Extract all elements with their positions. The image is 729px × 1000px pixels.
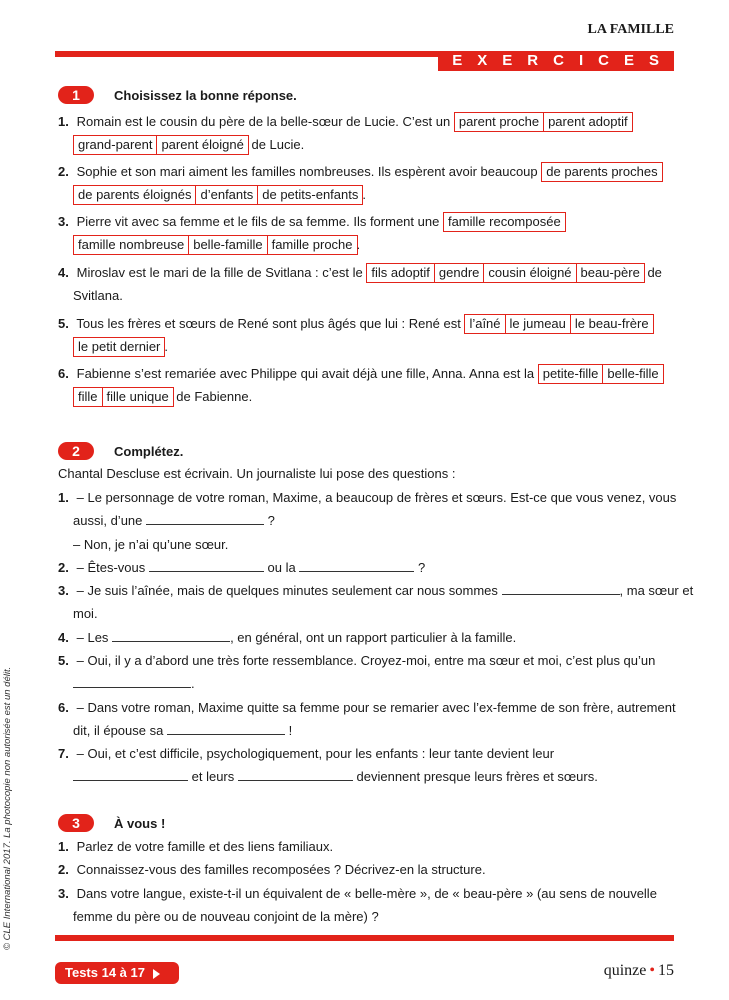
answer-option[interactable]: de parents éloignés <box>73 185 196 205</box>
question-text: de Lucie. <box>251 137 305 152</box>
answer-option[interactable]: belle-fille <box>602 364 663 384</box>
question-line <box>58 627 673 649</box>
question-text: – Êtes-vous <box>76 560 146 575</box>
tests-label: Tests 14 à 17 <box>65 965 145 980</box>
question-number: 2. <box>58 560 69 575</box>
question-line <box>58 211 673 233</box>
bullet-dot-icon: • <box>649 962 655 979</box>
tests-link-button[interactable] <box>55 962 179 984</box>
question-text: Fabienne s’est remariée avec Philippe qui avait déjà une fille, Anna. Anna est la <box>76 366 535 381</box>
question-line <box>58 487 677 509</box>
question-line <box>73 336 673 358</box>
question-number: 1. <box>58 839 69 854</box>
answer-option[interactable]: le beau-frère <box>570 314 654 334</box>
page-number-word: quinze <box>603 962 647 979</box>
question-number: 2. <box>58 164 69 179</box>
answer-blank[interactable] <box>149 559 264 572</box>
question-text: ? <box>267 513 275 528</box>
question-text: . <box>356 237 361 252</box>
question-line <box>73 766 673 788</box>
exercise-title: Choisissez la bonne réponse. <box>114 87 297 103</box>
answer-option[interactable]: gendre <box>434 263 484 283</box>
question-line <box>58 836 673 858</box>
question-text: – Le personnage de votre roman, Maxime, a beaucoup de frères et sœurs. Est-ce que vous venez, vous <box>76 490 677 505</box>
question-text: et leurs <box>191 769 235 784</box>
answer-option[interactable]: famille nombreuse <box>73 235 189 255</box>
exercices-label: EXERCICES <box>438 51 674 71</box>
question-number: 1. <box>58 490 69 505</box>
question-number: 3. <box>58 583 69 598</box>
answer-blank[interactable] <box>73 675 191 688</box>
running-title: LA FAMILLE <box>587 22 674 37</box>
play-arrow-icon <box>153 969 160 979</box>
question-number: 5. <box>58 316 69 331</box>
question-number: 3. <box>58 886 69 901</box>
footer-band <box>55 935 674 941</box>
question-text: . <box>164 339 169 354</box>
question-line <box>73 234 673 256</box>
answer-option[interactable]: fille <box>73 387 103 407</box>
answer-option[interactable]: belle-famille <box>188 235 267 255</box>
answer-option[interactable]: de petits-enfants <box>257 185 363 205</box>
question-text: – Oui, il y a d’abord une très forte ressemblance. Croyez-moi, entre ma sœur et moi, c’est plus qu’un <box>76 653 656 668</box>
answer-option[interactable]: famille recomposée <box>443 212 566 232</box>
question-number: 2. <box>58 862 69 877</box>
question-line <box>73 184 673 206</box>
question-text: ? <box>417 560 426 575</box>
answer-option[interactable]: le petit dernier <box>73 337 165 357</box>
question-number: 4. <box>58 265 69 280</box>
question-line: moi. <box>73 606 98 621</box>
question-number: 6. <box>58 366 69 381</box>
question-number: 1. <box>58 114 69 129</box>
question-text: Romain est le cousin du père de la belle-sœur de Lucie. C’est un <box>76 114 451 129</box>
answer-blank[interactable] <box>502 582 620 595</box>
question-text: – Oui, et c’est difficile, psychologiquement, pour les enfants : leur tante devient leur <box>76 746 555 761</box>
question-number: 4. <box>58 630 69 645</box>
exercise-title: Complétez. <box>114 443 184 459</box>
answer-option[interactable]: l’aîné <box>464 314 505 334</box>
page-number <box>604 962 674 980</box>
answer-option[interactable]: parent proche <box>454 112 544 132</box>
question-line <box>58 111 673 133</box>
question-text: – Les <box>76 630 109 645</box>
answer-option[interactable]: parent adoptif <box>543 112 633 132</box>
copyright-text: © CLE International 2017. La photocopie non autorisée est un délit. <box>2 666 13 950</box>
question-text: de Fabienne. <box>176 389 253 404</box>
question-line: femme du père ou de nouveau conjoint de la mère) ? <box>73 909 379 924</box>
question-text: Miroslav est le mari de la fille de Svitlana : c’est le <box>76 265 363 280</box>
question-text: ! <box>288 723 293 738</box>
exercise-3-header <box>58 814 165 832</box>
question-text: Dans votre langue, existe-t-il un équivalent de « belle-mère », de « beau-père » (au sens de nouvelle <box>76 886 657 901</box>
question-line <box>73 386 673 408</box>
answer-option[interactable]: grand-parent <box>73 135 157 155</box>
question-text: Parlez de votre famille et des liens familiaux. <box>76 839 334 854</box>
question-line <box>58 313 673 335</box>
page-number-digits: 15 <box>658 962 674 979</box>
question-line <box>58 743 673 765</box>
question-text: Connaissez-vous des familles recomposées ? Décrivez-en la structure. <box>76 862 486 877</box>
answer-option[interactable]: famille proche <box>267 235 358 255</box>
question-text: . <box>191 676 195 691</box>
question-line <box>58 580 694 602</box>
answer-option[interactable]: fille unique <box>102 387 174 407</box>
exercise-1-header <box>58 86 297 104</box>
question-text: , en général, ont un rapport particulier à la famille. <box>230 630 517 645</box>
question-text: de <box>647 265 662 280</box>
answer-option[interactable]: petite-fille <box>538 364 604 384</box>
exercise-2-header <box>58 442 183 460</box>
question-text: – Dans votre roman, Maxime quitte sa femme pour se remarier avec l’ex-femme de son frère, autrement <box>76 700 676 715</box>
question-line <box>58 883 673 905</box>
question-text: dit, il épouse sa <box>73 723 164 738</box>
question-text: . <box>362 187 366 202</box>
question-number: 3. <box>58 214 69 229</box>
question-number: 5. <box>58 653 69 668</box>
question-text: Svitlana. <box>73 288 123 303</box>
answer-blank[interactable] <box>299 559 414 572</box>
answer-option[interactable]: beau-père <box>576 263 645 283</box>
exercise-number-badge: 3 <box>58 814 94 832</box>
answer-blank[interactable] <box>73 768 188 781</box>
question-text: ou la <box>267 560 296 575</box>
answer-option[interactable]: fils adoptif <box>366 263 435 283</box>
exercise-intro: Chantal Descluse est écrivain. Un journaliste lui pose des questions : <box>58 466 456 481</box>
answer-blank[interactable] <box>167 722 285 735</box>
question-line <box>73 134 673 156</box>
question-text: , ma sœur et <box>619 583 694 598</box>
question-line: – Non, je n’ai qu’une sœur. <box>73 537 229 552</box>
copyright-note <box>2 650 14 950</box>
exercise-number-badge: 1 <box>58 86 94 104</box>
question-line <box>58 262 673 284</box>
question-line <box>58 697 676 719</box>
question-line <box>73 720 673 742</box>
exercise-number-badge: 2 <box>58 442 94 460</box>
answer-blank[interactable] <box>146 512 264 525</box>
question-line <box>58 161 673 183</box>
exercise-title: À vous ! <box>114 815 166 831</box>
answer-option[interactable]: parent éloigné <box>156 135 248 155</box>
answer-blank[interactable] <box>238 768 353 781</box>
question-line <box>73 510 673 532</box>
answer-blank[interactable] <box>112 629 230 642</box>
question-number: 6. <box>58 700 69 715</box>
question-text: Pierre vit avec sa femme et le fils de sa femme. Ils forment une <box>76 214 440 229</box>
answer-option[interactable]: de parents proches <box>541 162 662 182</box>
question-text: aussi, d’une <box>73 513 143 528</box>
question-text: Sophie et son mari aiment les familles nombreuses. Ils espèrent avoir beaucoup <box>76 164 538 179</box>
question-line <box>58 859 673 881</box>
question-line <box>58 557 673 579</box>
answer-option[interactable]: le jumeau <box>505 314 571 334</box>
question-line <box>58 363 673 385</box>
question-line <box>73 285 673 307</box>
question-line <box>58 650 673 672</box>
answer-option[interactable]: d’enfants <box>195 185 258 205</box>
question-line <box>73 673 673 695</box>
question-text: – Je suis l’aînée, mais de quelques minutes seulement car nous sommes <box>76 583 498 598</box>
question-number: 7. <box>58 746 69 761</box>
question-text: deviennent presque leurs frères et sœurs. <box>356 769 598 784</box>
answer-option[interactable]: cousin éloigné <box>483 263 576 283</box>
question-text: Tous les frères et sœurs de René sont plus âgés que lui : René est <box>76 316 461 331</box>
